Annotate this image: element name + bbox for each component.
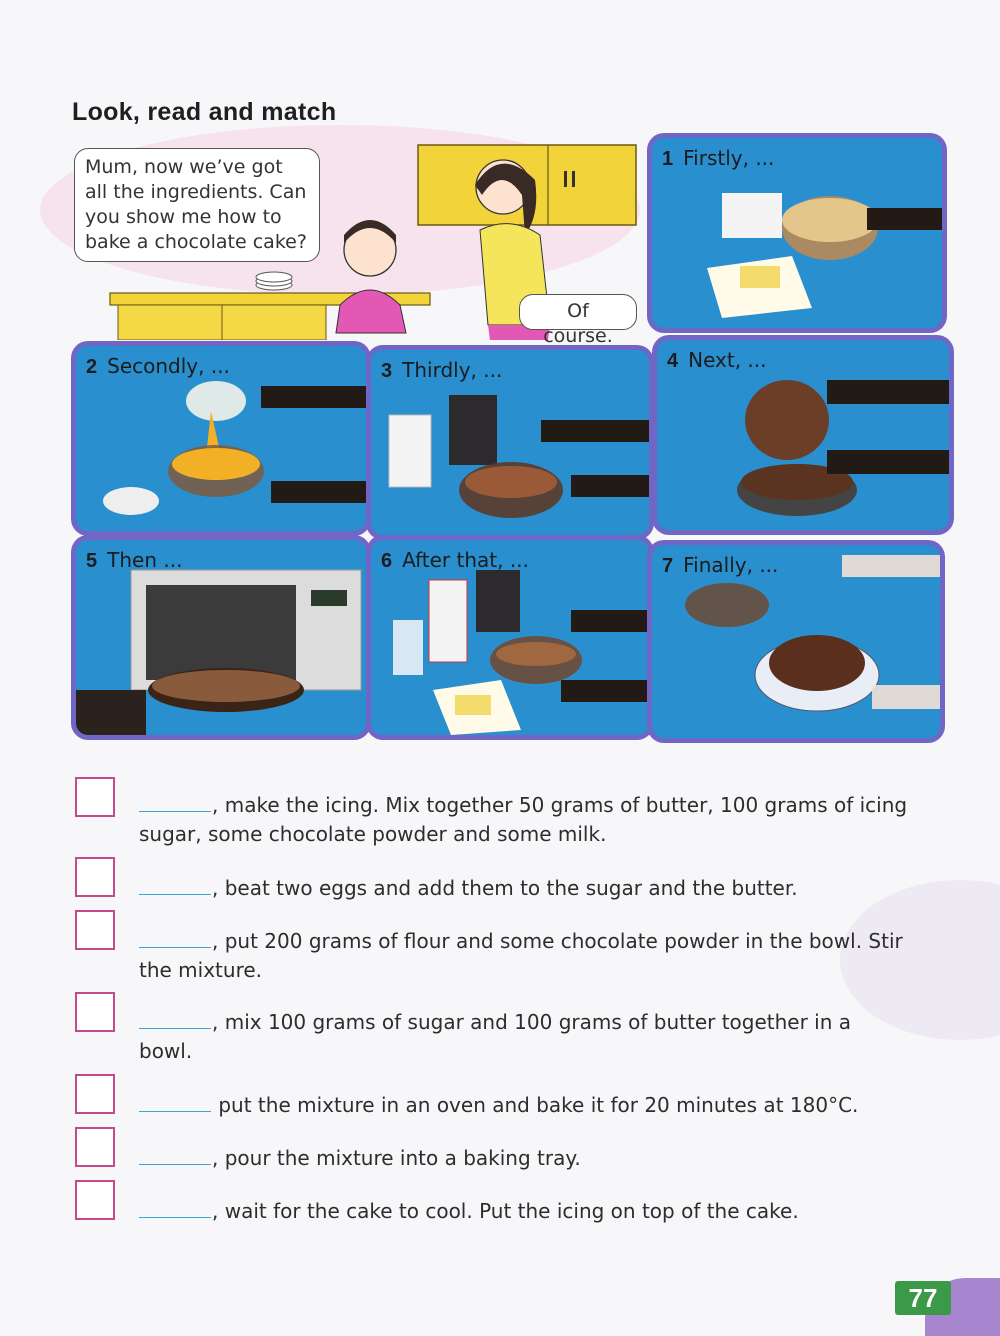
kid-speech-bubble: Mum, now we’ve got all the ingredients. Can you show me how to bake a chocolate cake?	[74, 148, 320, 262]
answer-blank[interactable]	[139, 1148, 211, 1165]
step-panel-2	[76, 346, 366, 531]
step-panel-7	[652, 545, 940, 738]
answer-blank[interactable]	[139, 878, 211, 895]
answer-blank[interactable]	[139, 1095, 211, 1112]
answer-blank[interactable]	[139, 795, 211, 812]
panel-label-2: 2 Secondly, ...	[86, 354, 230, 378]
step-panel-3	[371, 350, 649, 535]
answer-checkbox[interactable]	[75, 1127, 115, 1167]
step-panel-1	[652, 138, 942, 328]
sentence-text: , put 200 grams of flour and some chocolate powder in the bowl. Stir the mixture.	[139, 929, 903, 982]
page-title: Look, read and match	[72, 98, 337, 126]
step-panel-5	[76, 540, 366, 735]
answer-blank[interactable]	[139, 1201, 211, 1218]
sentence-text: , pour the mixture into a baking tray.	[139, 1144, 909, 1173]
answer-checkbox[interactable]	[75, 777, 115, 817]
answer-checkbox[interactable]	[75, 992, 115, 1032]
panel-label-4: 4 Next, ...	[667, 348, 767, 372]
mum-speech-bubble: Of course.	[519, 294, 637, 330]
answer-checkbox[interactable]	[75, 1180, 115, 1220]
answer-checkbox[interactable]	[75, 910, 115, 950]
step-panel-6	[371, 540, 649, 735]
panel-label-5: 5 Then ...	[86, 548, 183, 572]
sentence-text: put the mixture in an oven and bake it for 20 minutes at 180°C.	[139, 1091, 909, 1120]
page-number: 77	[895, 1281, 951, 1315]
sentence-text: , wait for the cake to cool. Put the icing on top of the cake.	[139, 1197, 909, 1226]
sentence-text: , mix 100 grams of sugar and 100 grams of butter together in a bowl.	[139, 1010, 852, 1063]
panel-label-6: 6 After that, ...	[381, 548, 529, 572]
step-panel-4	[657, 340, 949, 530]
answer-blank[interactable]	[139, 1012, 211, 1029]
panel-label-3: 3 Thirdly, ...	[381, 358, 503, 382]
panel-label-1: 1 Firstly, ...	[662, 146, 775, 170]
answer-checkbox[interactable]	[75, 1074, 115, 1114]
sentence-text: , beat two eggs and add them to the sugar and the butter.	[139, 874, 909, 903]
panel-label-7: 7 Finally, ...	[662, 553, 779, 577]
sentence-text: , make the icing. Mix together 50 grams of butter, 100 grams of icing sugar, some chocolate powder and some milk.	[139, 793, 908, 846]
answer-blank[interactable]	[139, 931, 211, 948]
answer-checkbox[interactable]	[75, 857, 115, 897]
